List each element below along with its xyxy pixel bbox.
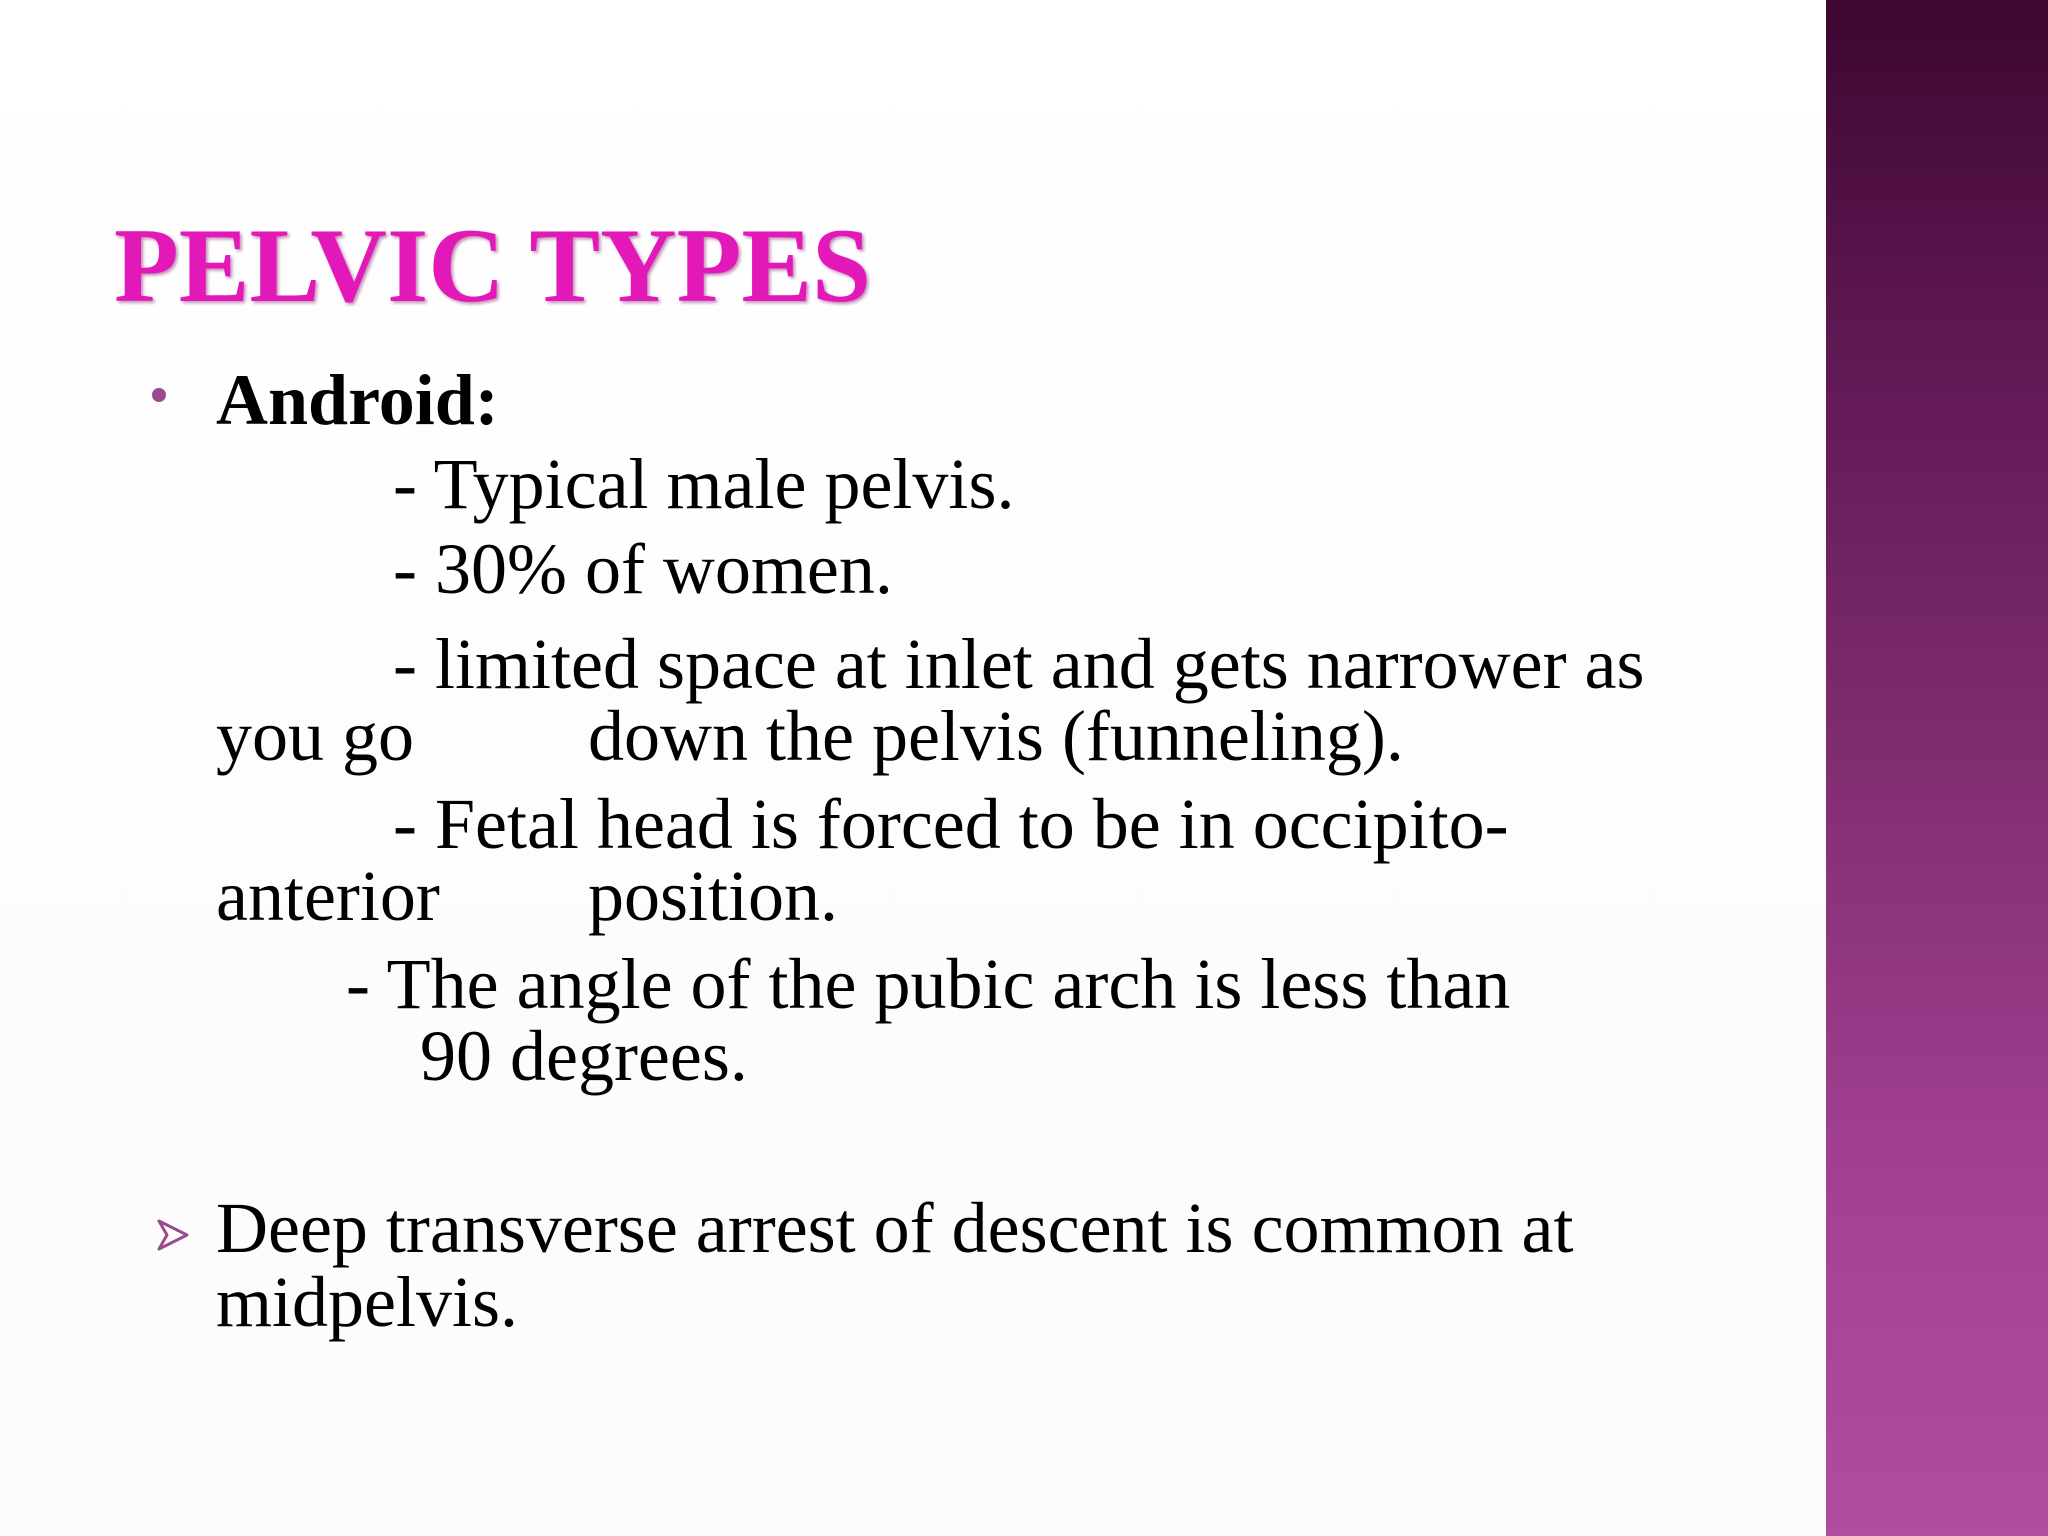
arrow-bullet-line: Deep transverse arrest of descent is common at (216, 1188, 1574, 1268)
bullet-line-angle: - The angle of the pubic arch is less than (346, 944, 1511, 1024)
slide-title: PELVIC TYPES (114, 207, 872, 324)
arrow-bullet-line-cont: midpelvis. (216, 1262, 518, 1342)
arrow-bullet-icon (156, 1217, 190, 1253)
bullet-line-space: - limited space at inlet and gets narrower as (393, 624, 1645, 704)
bullet-line-fetal-cont-end: position. (588, 856, 839, 936)
bullet-line-space-cont-start: you go (216, 696, 414, 776)
side-decoration-band (1826, 0, 2048, 1536)
bullet-line-fetal: - Fetal head is forced to be in occipito- (393, 784, 1509, 864)
bullet-line-percent: - 30% of women. (393, 529, 893, 609)
bullet-heading: Android: (216, 360, 499, 440)
bullet-dot-icon (152, 388, 166, 402)
bullet-line-angle-cont: 90 degrees. (420, 1016, 748, 1096)
bullet-line-typical: - Typical male pelvis. (393, 444, 1015, 524)
bullet-line-space-cont-end: down the pelvis (funneling). (588, 696, 1404, 776)
bullet-line-fetal-cont-start: anterior (216, 856, 440, 936)
